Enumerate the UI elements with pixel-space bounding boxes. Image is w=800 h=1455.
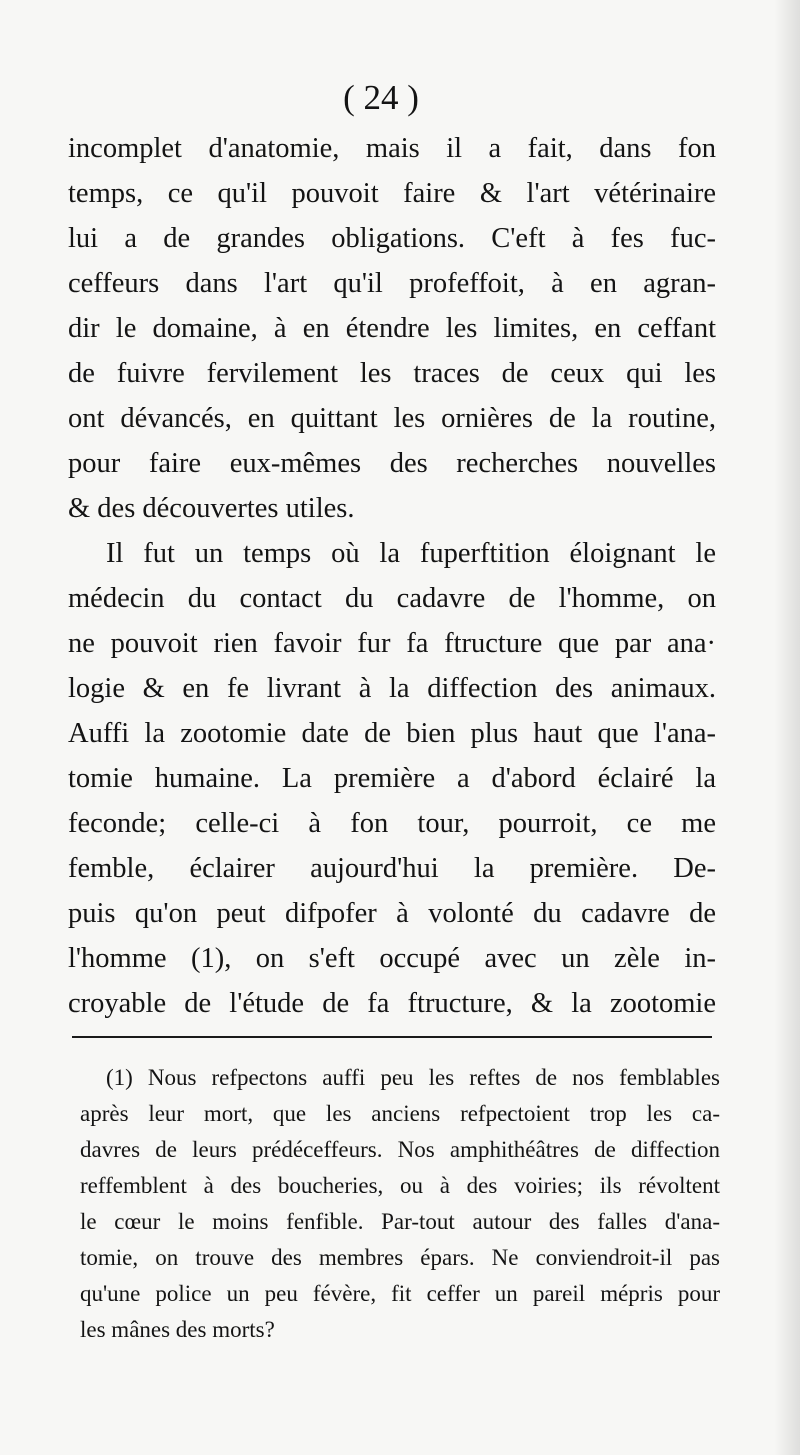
text-line: logie & en fe livrant à la diffection des animaux. [68, 673, 716, 704]
text-line: feconde; celle-ci à fon tour, pourroit, ce me [68, 808, 716, 839]
text-line: de fuivre fervilement les traces de ceux qui les [68, 358, 716, 389]
main-text-block [68, 126, 716, 1026]
text-line: dir le domaine, à en étendre les limites, en ceffant [68, 313, 716, 344]
footnote-line: après leur mort, que les anciens refpectoient trop les ca- [80, 1101, 720, 1126]
footnote-divider [72, 1036, 712, 1038]
text-line: l'homme (1), on s'eft occupé avec un zèle in- [68, 943, 716, 974]
text-line: croyable de l'étude de fa ftructure, & la zootomie [68, 988, 716, 1019]
text-line: femble, éclairer aujourd'hui la première. De- [68, 853, 716, 884]
footnote-end-line: les mânes des morts? [80, 1317, 275, 1342]
text-line: ne pouvoit rien favoir fur fa ftructure que par ana· [68, 628, 716, 659]
paragraph-end-line: & des découvertes utiles. [68, 493, 355, 524]
text-line: incomplet d'anatomie, mais il a fait, dans fon [68, 133, 716, 164]
text-line: tomie humaine. La première a d'abord éclairé la [68, 763, 716, 794]
text-line: médecin du contact du cadavre de l'homme, on [68, 583, 716, 614]
text-line: pour faire eux-mêmes des recherches nouvelles [68, 448, 716, 479]
footnote-line: qu'une police un peu févère, fit ceffer un pareil mépris pour [80, 1281, 720, 1306]
footnote-line: davres de leurs prédéceffeurs. Nos amphithéâtres de diffection [80, 1137, 720, 1162]
text-line: ont dévancés, en quittant les ornières de la routine, [68, 403, 716, 434]
footnote-line: le cœur le moins fenfible. Par-tout autour des falles d'ana- [80, 1209, 720, 1234]
paragraph-start-line: Il fut un temps où la fuperftition éloignant le [106, 538, 716, 569]
page-number: ( 24 ) [343, 78, 419, 117]
text-line: lui a de grandes obligations. C'eft à fes fuc- [68, 223, 716, 254]
footnote-block [80, 1060, 720, 1348]
footnote-line: tomie, on trouve des membres épars. Ne conviendroit-il pas [80, 1245, 720, 1270]
text-line: puis qu'on peut difpofer à volonté du cadavre de [68, 898, 716, 929]
text-line: temps, ce qu'il pouvoit faire & l'art vétérinaire [68, 178, 716, 209]
text-line: Auffi la zootomie date de bien plus haut que l'ana- [68, 718, 716, 749]
text-line: ceffeurs dans l'art qu'il profeffoit, à en agran- [68, 268, 716, 299]
footnote-line: (1) Nous refpectons auffi peu les reftes de nos femblables [106, 1065, 720, 1090]
footnote-line: reffemblent à des boucheries, ou à des voiries; ils révoltent [80, 1173, 720, 1198]
